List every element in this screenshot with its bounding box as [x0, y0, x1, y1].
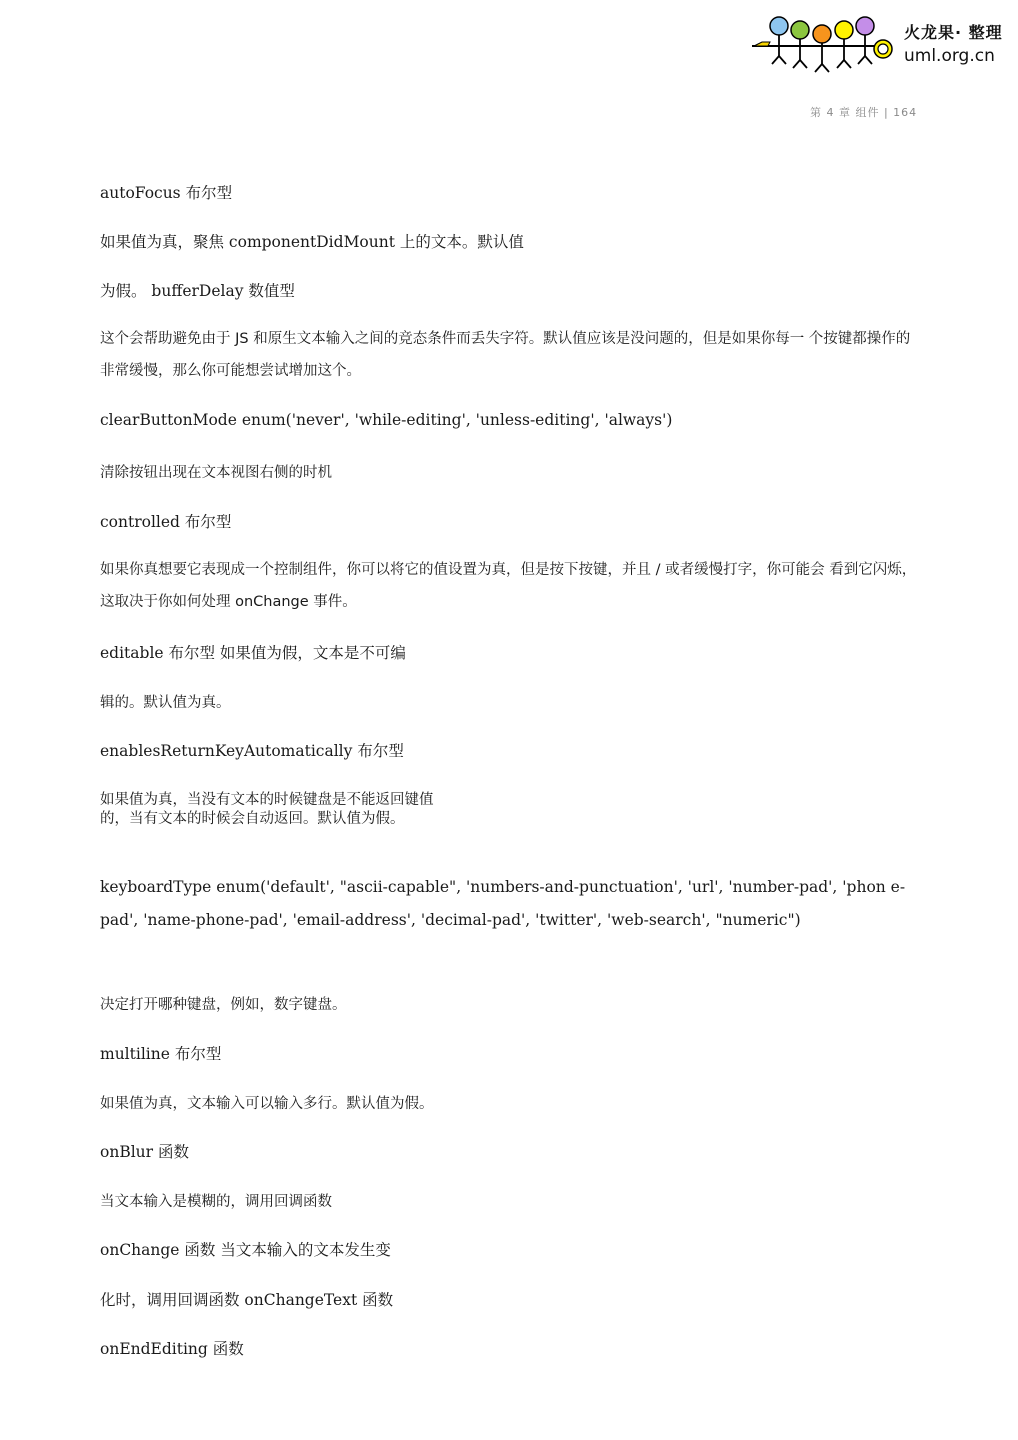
brand: [904, 20, 1003, 66]
logo-head-3: [813, 25, 831, 43]
prop-autofocus: autoFocus 布尔型: [100, 184, 233, 202]
prop-clearbuttonmode: clearButtonMode enum('never', 'while-editing', 'unless-editing', 'always'): [100, 411, 673, 429]
prop-editable: editable 布尔型 如果值为假，文本是不可编: [100, 644, 406, 662]
prop-onchange: onChange 函数 当文本输入的文本发生变: [100, 1241, 391, 1259]
prop-enablesreturnkey-desc: 如果值为真，当没有文本的时候键盘是不能返回键值的，当有文本的时候会自动返回。默认值为假。: [100, 792, 434, 827]
prop-editable-desc: 辑的。默认值为真。: [100, 695, 231, 711]
prop-multiline: multiline 布尔型: [100, 1045, 222, 1063]
prop-bufferdelay-desc: 这个会帮助避免由于 JS 和原生文本输入之间的竞态条件而丢失字符。默认值应该是没问题的，但是如果你每一 个按键都操作的非常缓慢，那么你可能想尝试增加这个。: [100, 331, 911, 379]
prop-onchangetext: 化时，调用回调函数 onChangeText 函数: [100, 1291, 394, 1309]
prop-bufferdelay: 为假。 bufferDelay 数值型: [100, 282, 295, 300]
prop-keyboardtype: keyboardType enum('default', "ascii-capable", 'numbers-and-punctuation', 'url', 'number-pad', 'phon e-pad', 'name-phone-pad', 'email-address', 'decimal-pad', 'twitter', 'web-search', "numeric"): [100, 878, 906, 929]
prop-onblur-desc: 当文本输入是模糊的，调用回调函数: [100, 1194, 332, 1210]
logo-graphic: [748, 12, 898, 76]
prop-onendediting: onEndEditing 函数: [100, 1340, 244, 1358]
brand-name: 火龙果· 整理: [904, 23, 1003, 42]
prop-autofocus-desc: 如果值为真，聚焦 componentDidMount 上的文本。默认值: [100, 233, 524, 251]
logo-head-4: [835, 21, 853, 39]
prop-onblur: onBlur 函数: [100, 1143, 189, 1161]
logo-head-2: [791, 21, 809, 39]
prop-enablesreturnkey: enablesReturnKeyAutomatically 布尔型: [100, 742, 404, 760]
prop-multiline-desc: 如果值为真，文本输入可以输入多行。默认值为假。: [100, 1096, 434, 1112]
prop-clearbuttonmode-desc: 清除按钮出现在文本视图右侧的时机: [100, 465, 332, 481]
prop-controlled: controlled 布尔型: [100, 513, 232, 531]
logo-head-1: [770, 17, 788, 35]
prop-keyboardtype-desc: 决定打开哪种键盘，例如，数字键盘。: [100, 997, 347, 1013]
page-header: 第 4 章 组件 | 164: [810, 106, 918, 119]
logo-head-5: [856, 17, 874, 35]
prop-controlled-desc: 如果你真想要它表现成一个控制组件，你可以将它的值设置为真，但是按下按键，并且 / 或者缓慢打字，你可能会 看到它闪烁，这取决于你如何处理 onChange 事件。: [100, 562, 917, 610]
brand-url: uml.org.cn: [904, 46, 995, 66]
